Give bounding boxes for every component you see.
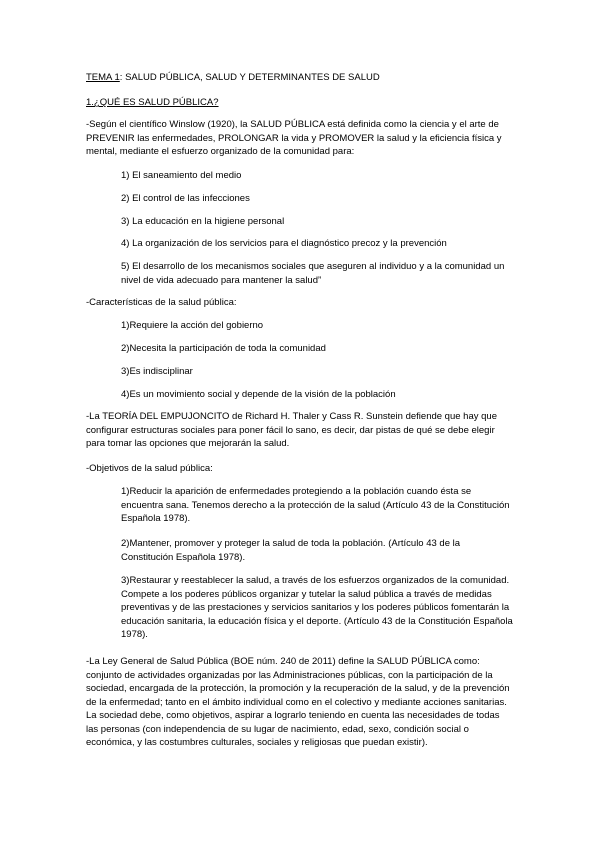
heading-title: : SALUD PÚBLICA, SALUD Y DETERMINANTES DE SALUD [119,72,380,83]
objetivo-3: 3)Restaurar y reestablecer la salud, a través de los esfuerzos organizados de la comunidad. Compete a los poderes públicos organizar y tutelar la salud pública a través de medidas preventivas y de las prestaciones y servicios sanitarios y los poderes públicos fomentarán la educación sanitaria, la educación física y el deporte. (Artículo 43 de la Constitución Española 1978). [121,575,513,640]
winslow-item-5: 5) El desarrollo de los mecanismos sociales que aseguren al individuo y a la comunidad un nivel de vida adecuado para mantener la salud” [121,261,505,286]
winslow-item-4: 4) La organización de los servicios para el diagnóstico precoz y la prevención [121,238,447,249]
winslow-item-2: 2) El control de las infecciones [121,193,250,204]
ley-general-paragraph: -La Ley General de Salud Pública (BOE núm. 240 de 2011) define la SALUD PÚBLICA como: conjunto de actividades organizadas por las Administraciones públicas, con la participación de la sociedad, encargada de la protección, la promoción y la recuperación de la salud, y de la prevención de la enfermedad; tanto en el ámbito individual como en el colectivo y mediante acciones sanitarias. La sociedad debe, como objetivos, aspirar a lograrlo teniendo en cuenta las necesidades de todas las personas (con independencia de su lugar de nacimiento, edad, sexo, condición social o económica, y las costumbres culturales, sociales y religiosas que puedan existir). [86,656,510,748]
caracteristica-1: 1)Requiere la acción del gobierno [121,320,264,331]
objetivos-title: -Objetivos de la salud pública: [86,463,213,474]
caracteristica-3: 3)Es indisciplinar [121,366,193,377]
objetivo-1: 1)Reducir la aparición de enfermedades protegiendo a la población cuando ésta se encuentra sana. Tenemos derecho a la protección de la salud (Artículo 43 de la Constitución Española 1978). [121,486,510,524]
intro-paragraph: -Según el científico Winslow (1920), la SALUD PÚBLICA está definida como la ciencia y el arte de PREVENIR las enfermedades, PROLONGAR la vida y PROMOVER la salud y la eficiencia física y mental, mediante el esfuerzo organizado de la comunidad para: [86,119,502,157]
winslow-item-3: 3) La educación en la higiene personal [121,216,285,227]
heading-tema: TEMA 1 [86,72,120,83]
empujoncito-paragraph: -La TEORÍA DEL EMPUJONCITO de Richard H. Thaler y Cass R. Sunstein defiende que hay que configurar estructuras sociales para poner fácil lo sano, es decir, dar pistas de qué se debe elegir para tomar las opciones que mejorarán la salud. [86,411,497,449]
winslow-item-1: 1) El saneamiento del medio [121,170,242,181]
caracteristicas-title: -Características de la salud pública: [86,297,237,308]
objetivo-2: 2)Mantener, promover y proteger la salud de toda la población. (Artículo 43 de la Constitución Española 1978). [121,538,461,563]
document-heading [86,71,514,85]
caracteristica-4: 4)Es un movimiento social y depende de la visión de la población [121,389,396,400]
caracteristica-2: 2)Necesita la participación de toda la comunidad [121,343,326,354]
section-title: 1.¿QUÉ ES SALUD PÚBLICA? [86,97,219,108]
